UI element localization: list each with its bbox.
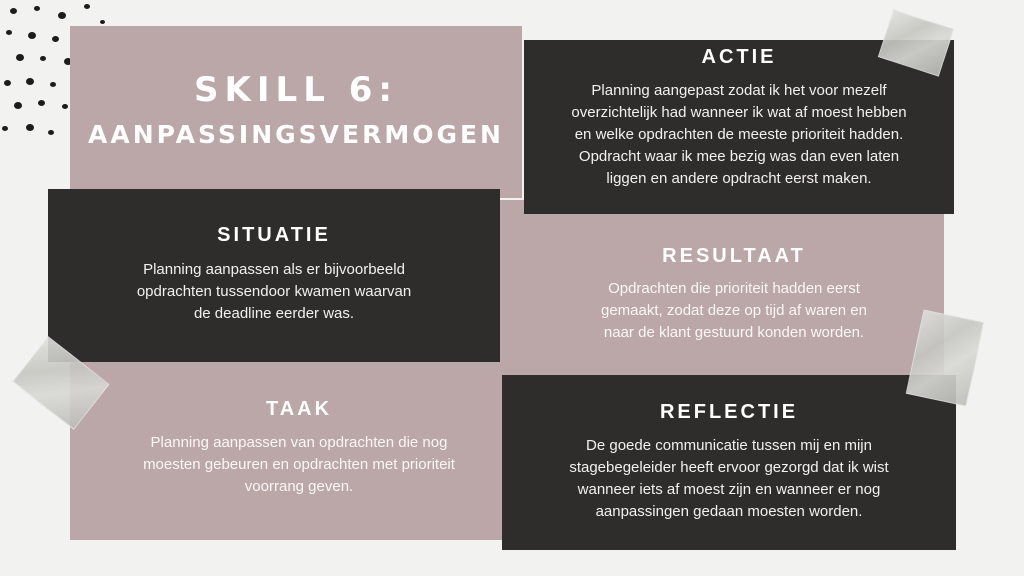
taak-panel [70,358,528,540]
title-line-1: SKILL 6: [194,70,398,110]
decorative-dot [6,30,12,35]
resultaat-text [524,278,944,344]
reflectie-line: aanpassingen gedaan moesten worden. [595,503,863,520]
situatie-text [48,259,500,325]
actie-panel [524,40,954,214]
decorative-dot [16,54,24,61]
decorative-dot [2,126,8,131]
title-panel [70,26,522,198]
decorative-dot [52,36,59,42]
decorative-dot [26,78,34,85]
resultaat-heading: RESULTAAT [662,245,806,267]
actie-line: liggen en andere opdracht eerst maken. [606,170,872,187]
decorative-dot [4,80,11,86]
reflectie-heading: REFLECTIE [659,401,799,423]
resultaat-line: naar de klant gestuurd konden worden. [603,324,865,341]
reflectie-line: stagebegeleider heeft ervoor gezorgd dat ik wist [569,459,889,476]
situatie-line: Planning aanpassen als er bijvoorbeeld [143,261,405,278]
decorative-dot [84,4,90,9]
reflectie-line: wanneer iets af moest zijn en wanneer er nog [577,481,881,498]
situatie-line: opdrachten tussendoor kwamen waarvan [136,283,412,300]
decorative-dot [10,8,17,14]
resultaat-panel [500,200,944,376]
decorative-dot [40,56,46,61]
situatie-line: de deadline eerder was. [193,305,355,322]
taak-line: Planning aanpassen van opdrachten die nog [150,434,448,451]
decorative-dot [50,82,56,87]
actie-text [524,80,954,190]
reflectie-line: De goede communicatie tussen mij en mijn [586,437,872,454]
decorative-dot [58,12,66,19]
situatie-heading: SITUATIE [217,224,331,246]
decorative-dot [38,100,45,106]
reflectie-text [502,435,956,523]
decorative-dot [28,32,36,39]
actie-line: Planning aangepast zodat ik het voor mezelf [591,82,887,99]
decorative-dot [48,130,54,135]
actie-line: overzichtelijk had wanneer ik wat af moest hebben [571,104,907,121]
resultaat-line: Opdrachten die prioriteit hadden eerst [608,280,860,297]
actie-line: en welke opdrachten de meeste prioriteit hadden. [574,126,904,143]
decorative-dot [14,102,22,109]
decorative-dot [100,20,105,24]
taak-heading: TAAK [265,398,333,420]
taak-text [70,432,528,498]
decorative-dot [62,104,68,109]
reflectie-panel [502,375,956,550]
actie-line: Opdracht waar ik mee bezig was dan even laten [578,148,900,165]
decorative-dot [26,124,34,131]
taak-line: moesten gebeuren en opdrachten met prioriteit [143,456,455,473]
actie-heading: ACTIE [701,46,777,68]
taak-line: voorrang geven. [244,478,354,495]
decorative-dot [34,6,40,11]
resultaat-line: gemaakt, zodat deze op tijd af waren en [600,302,867,319]
situatie-panel [48,189,500,362]
title-line-2: AANPASSINGSVERMOGEN [88,120,504,149]
